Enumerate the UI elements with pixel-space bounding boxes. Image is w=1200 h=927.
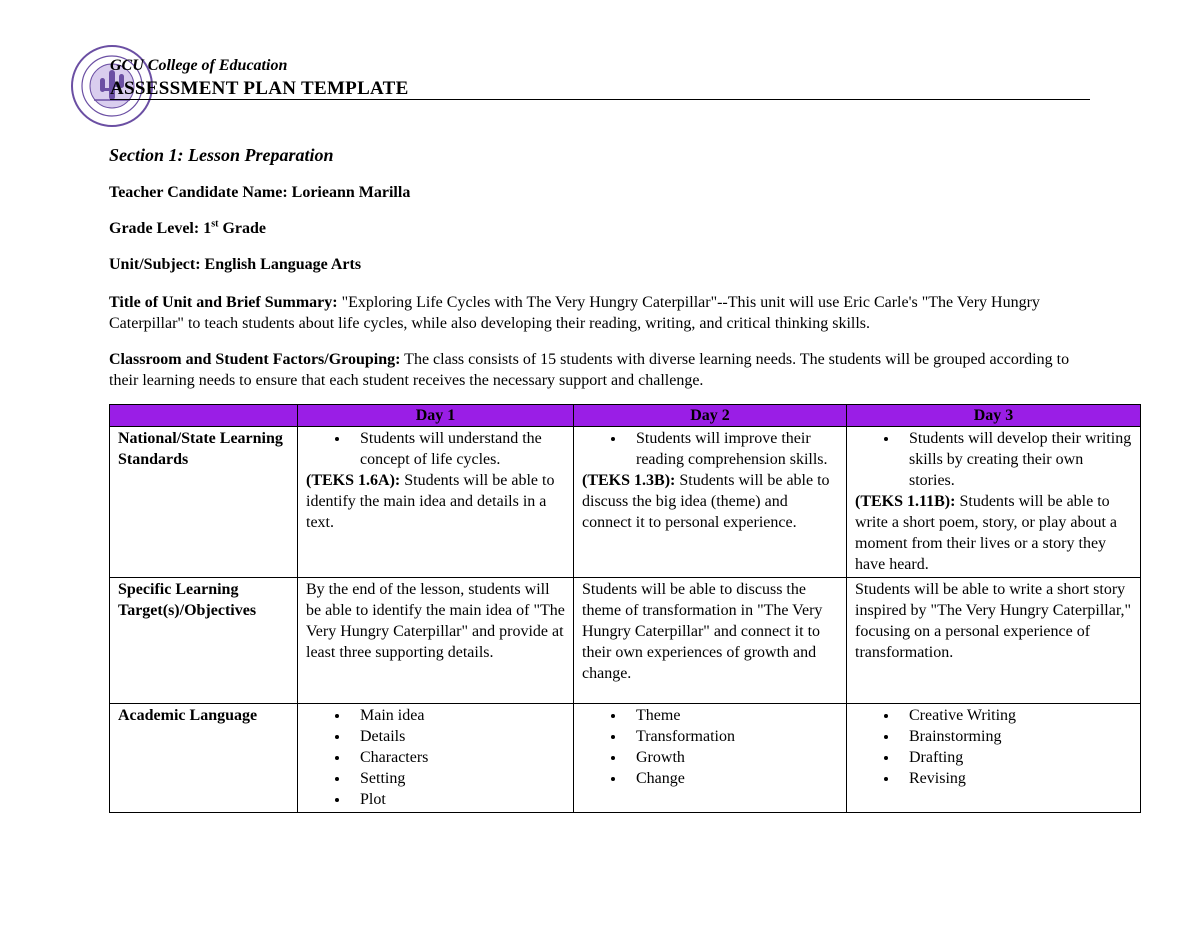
header-cell-empty — [110, 405, 298, 427]
classroom-factors-label: Classroom and Student Factors/Grouping: — [109, 351, 401, 368]
list-item: • Students will develop their writing skills by creating their own stories. — [899, 428, 1132, 491]
list-item: • Plot — [350, 789, 565, 810]
grade-level-suffix: Grade — [218, 220, 266, 237]
table-header-row — [110, 405, 1141, 427]
unit-summary-paragraph — [109, 292, 1089, 334]
academic-language-day-3 — [847, 704, 1141, 813]
lesson-plan-table — [109, 404, 1141, 813]
row-label-standards: National/State Learning Standards — [110, 427, 298, 578]
table-row-standards — [110, 427, 1141, 578]
organization-name: GCU College of Education — [110, 57, 288, 74]
list-item: • Change — [626, 768, 838, 789]
grade-level-field — [109, 220, 266, 238]
list-item: • Brainstorming — [899, 726, 1132, 747]
list-item: • Drafting — [899, 747, 1132, 768]
list-item: • Students will improve their reading comprehension skills. — [626, 428, 838, 470]
grade-level-ordinal: st — [211, 218, 219, 230]
document-title: ASSESSMENT PLAN TEMPLATE — [110, 78, 409, 99]
objectives-day-1: By the end of the lesson, students will be able to identify the main idea of "The Very Hungry Caterpillar" and provide at least three supporting details. — [298, 578, 574, 704]
list-item: • Students will understand the concept of life cycles. — [350, 428, 565, 470]
header-divider — [110, 99, 1090, 100]
objectives-day-3: Students will be able to write a short story inspired by "The Very Hungry Caterpillar," focusing on a personal experience of transformation. — [847, 578, 1141, 704]
list-item: • Creative Writing — [899, 705, 1132, 726]
objectives-day-2: Students will be able to discuss the theme of transformation in "The Very Hungry Caterpillar" and connect it to their own experiences of growth and change. — [574, 578, 847, 704]
list-item: • Details — [350, 726, 565, 747]
teacher-candidate-field: Teacher Candidate Name: Lorieann Marilla — [109, 184, 411, 201]
standard-text: Students will be able to write a short poem, story, or play about a moment from their lives or a story they have heard. — [855, 493, 1118, 573]
list-item: • Main idea — [350, 705, 565, 726]
list-item: • Transformation — [626, 726, 838, 747]
row-label-objectives: Specific Learning Target(s)/Objectives — [110, 578, 298, 704]
teks-code: (TEKS 1.3B): — [582, 472, 676, 489]
grade-level-prefix: Grade Level: 1 — [109, 220, 212, 237]
header-cell-day-3: Day 3 — [847, 405, 1141, 427]
header-cell-day-2: Day 2 — [574, 405, 847, 427]
unit-subject-field: Unit/Subject: English Language Arts — [109, 256, 362, 273]
list-item: • Setting — [350, 768, 565, 789]
classroom-factors-paragraph — [109, 349, 1089, 391]
list-item: • Characters — [350, 747, 565, 768]
unit-summary-label: Title of Unit and Brief Summary: — [109, 294, 338, 311]
standards-day-2 — [574, 427, 847, 578]
standards-day-1 — [298, 427, 574, 578]
teks-code: (TEKS 1.6A): — [306, 472, 401, 489]
academic-language-day-2 — [574, 704, 847, 813]
header-cell-day-1: Day 1 — [298, 405, 574, 427]
standards-day-3 — [847, 427, 1141, 578]
standard-text: Students will be able to discuss the big idea (theme) and connect it to personal experience. — [582, 472, 830, 531]
classroom-factors-text: The class consists of 15 students with diverse learning needs. The students will be grouped according to their learning needs to ensure that each student receives the necessary support and challenge. — [109, 351, 1070, 389]
teks-code: (TEKS 1.11B): — [855, 493, 956, 510]
list-item: • Revising — [899, 768, 1132, 789]
academic-language-day-1 — [298, 704, 574, 813]
table-row-objectives — [110, 578, 1141, 704]
list-item: • Theme — [626, 705, 838, 726]
list-item: • Growth — [626, 747, 838, 768]
row-label-academic-language: Academic Language — [110, 704, 298, 813]
standard-text: Students will be able to identify the main idea and details in a text. — [306, 472, 555, 531]
section-heading: Section 1: Lesson Preparation — [109, 145, 334, 165]
table-row-academic-language — [110, 704, 1141, 813]
unit-summary-text: "Exploring Life Cycles with The Very Hungry Caterpillar"--This unit will use Eric Carle's "The Very Hungry Caterpillar" to teach students about life cycles, while also developing their reading, writing, and critical thinking skills. — [109, 294, 1040, 332]
